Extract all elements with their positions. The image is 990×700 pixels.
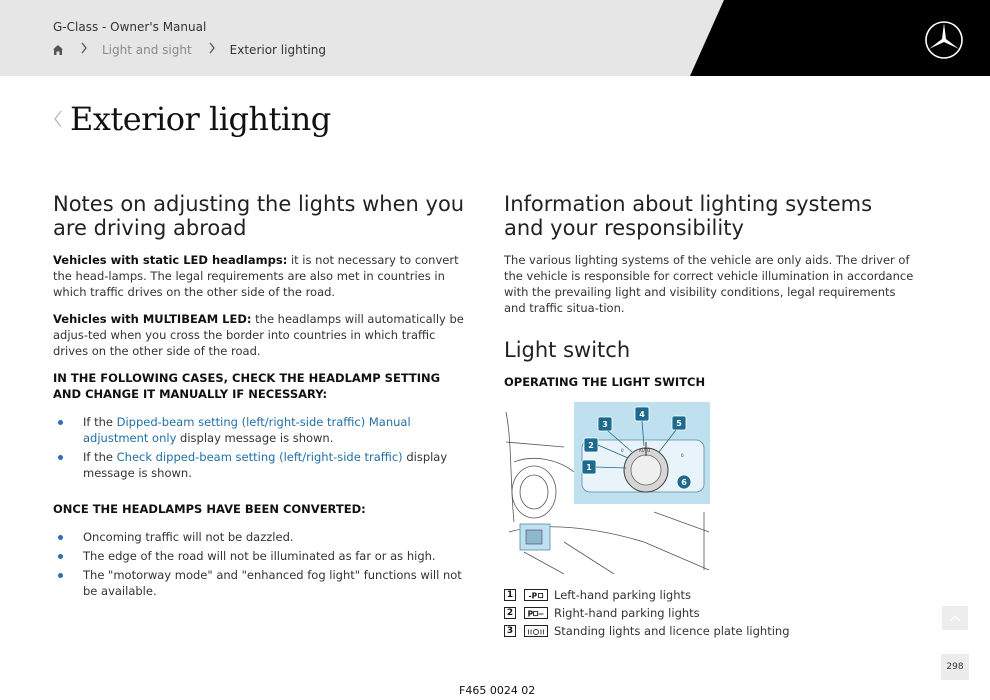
light-switch-diagram: [504, 402, 714, 574]
operating-light-switch-heading: OPERATING THE LIGHT SWITCH: [504, 375, 706, 389]
section-heading-driving-abroad: Notes on adjusting the lights when you are driving abroad: [53, 192, 465, 240]
display-message-link[interactable]: Check dipped-beam setting (left/right-side traffic): [116, 450, 403, 464]
cases-heading: IN THE FOLLOWING CASES, CHECK THE HEADLAMP SETTING AND CHANGE IT MANUALLY IF NECESSARY:: [53, 371, 441, 401]
chevron-left-icon[interactable]: [52, 107, 64, 131]
case-prefix: If the: [83, 415, 117, 429]
paragraph-multibeam: [53, 311, 468, 359]
callout-2: 2: [588, 441, 594, 450]
page-number: 298: [941, 654, 969, 680]
svg-text:P: P: [527, 609, 534, 619]
legend-label: Left-hand parking lights: [554, 588, 692, 602]
label-static-led: Vehicles with static LED headlamps:: [53, 253, 288, 267]
label-multibeam: Vehicles with MULTIBEAM LED:: [53, 312, 252, 326]
legend-row-3: [504, 622, 914, 640]
case-suffix: display message is shown.: [83, 450, 448, 480]
chevron-right-icon: [208, 42, 216, 57]
callout-3: 3: [602, 420, 608, 429]
section-heading-responsibility: Information about lighting systems and your responsibility: [504, 192, 873, 240]
chevron-up-icon: [949, 614, 961, 622]
breadcrumb-exterior-lighting: Exterior lighting: [229, 42, 326, 57]
left-column: [53, 192, 468, 619]
page-title: Exterior lighting: [70, 100, 331, 138]
paragraph-responsibility: The various lighting systems of the vehicle are only aids. The driver of the vehicle is responsible for correct vehicle illumination in accordance with the prevailing light and visibility conditions, legal requirements and traffic situa-tion.: [504, 253, 914, 315]
legend-label: Right-hand parking lights: [554, 606, 700, 620]
legend-number: 3: [504, 625, 516, 637]
svg-text:-P: -P: [528, 591, 538, 601]
breadcrumb: [52, 42, 326, 57]
list-item: Oncoming traffic will not be dazzled.: [53, 529, 468, 545]
svg-text:0: 0: [681, 453, 684, 458]
display-message-link[interactable]: Dipped-beam setting (left/right-side traffic) Manual adjustment only: [83, 415, 411, 445]
section-heading-light-switch: Light switch: [504, 338, 631, 362]
figure-code: F465 0024 02: [459, 684, 536, 697]
cases-list: [53, 414, 468, 481]
breadcrumb-light-and-sight[interactable]: Light and sight: [102, 42, 192, 57]
list-item: The edge of the road will not be illuminated as far or as high.: [53, 548, 468, 564]
case-prefix: If the: [83, 450, 117, 464]
legend-number: 1: [504, 589, 516, 601]
legend-label: Standing lights and licence plate lighting: [554, 624, 790, 638]
legend-row-2: [504, 604, 914, 622]
list-item: The "motorway mode" and "enhanced fog light" functions will not be available.: [53, 567, 468, 599]
page-title-wrap: [52, 100, 331, 138]
chevron-right-icon: [80, 42, 88, 57]
callout-4: 4: [639, 410, 645, 419]
home-icon[interactable]: [52, 44, 64, 56]
converted-list: [53, 529, 468, 599]
right-column: [504, 192, 914, 640]
legend-row-1: [504, 586, 914, 604]
legend-number: 2: [504, 607, 516, 619]
case-suffix: display message is shown.: [176, 431, 334, 445]
top-bar: [0, 0, 990, 76]
list-item: [53, 449, 468, 481]
callout-5: 5: [676, 419, 682, 428]
mercedes-star-logo[interactable]: [924, 20, 964, 60]
right-parking-light-icon: [524, 607, 548, 619]
standing-lights-icon: [524, 625, 548, 637]
list-item: [53, 414, 468, 446]
left-parking-light-icon: [524, 589, 548, 601]
svg-text:AUTO: AUTO: [639, 448, 651, 453]
scroll-to-top-button[interactable]: [942, 606, 968, 630]
paragraph-static-led: [53, 252, 468, 300]
converted-heading: ONCE THE HEADLAMPS HAVE BEEN CONVERTED:: [53, 502, 366, 516]
text-static-led: it is not necessary to convert the head-lamps. The legal requirements are also met in countries in which traffic drives on the other side of the road.: [53, 253, 459, 299]
text-multibeam: the headlamps will automatically be adjus-ted when you cross the border into countries in which traffic drives on the other side of the road.: [53, 312, 464, 358]
callout-1: 1: [586, 463, 592, 472]
manual-title: G-Class - Owner's Manual: [53, 20, 207, 34]
callout-6: 6: [681, 478, 687, 487]
svg-text:0: 0: [621, 448, 624, 453]
